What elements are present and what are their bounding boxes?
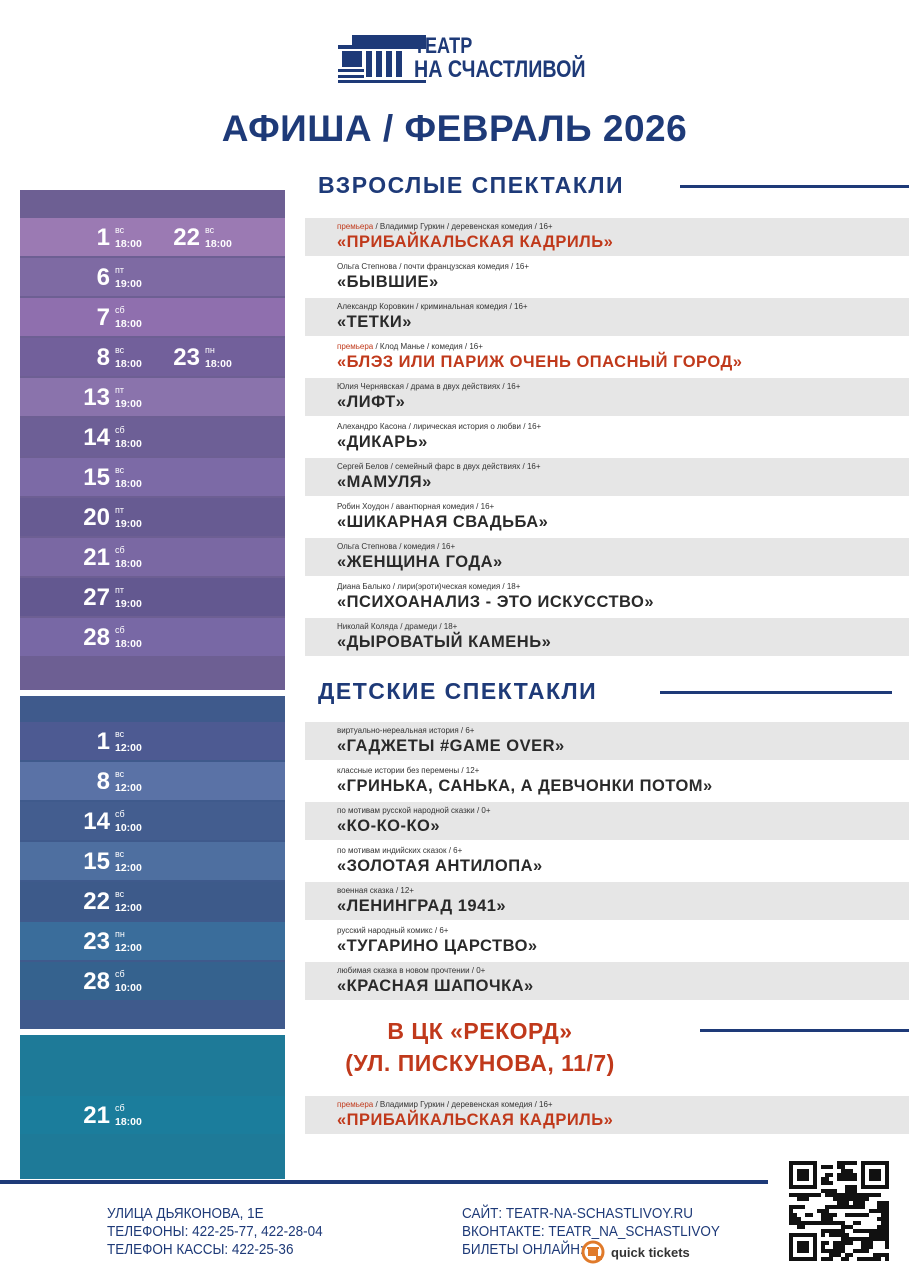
show-meta: премьера / Владимир Гуркин / деревенская комедия / 16+ [337,222,553,231]
record-venue-name: В ЦК «РЕКОРД» [387,1018,573,1044]
date-cell [20,762,285,800]
theatre-logo [338,33,586,87]
show-meta [337,806,491,815]
adult-show-row [20,378,909,416]
weekday: вс [115,769,125,779]
show-title[interactable]: «БЫВШИЕ» [337,273,439,291]
show-time: 18:00 [115,558,142,570]
kids-show-row [20,962,909,1000]
date-number: 1 [96,728,110,755]
show-meta [337,382,520,391]
show-time: 18:00 [115,358,142,370]
show-meta [337,766,479,775]
date-number: 8 [96,768,110,795]
weekday: вс [115,345,125,355]
footer-tickets-label: БИЛЕТЫ ОНЛАЙН: [462,1241,584,1258]
show-time: 18:00 [115,238,142,250]
date-number: 14 [83,808,110,835]
show-title[interactable]: «ЛЕНИНГРАД 1941» [337,897,507,915]
weekday: пт [115,505,124,515]
show-meta [337,726,474,735]
record-venue-heading [285,1015,675,1079]
show-title[interactable]: «ТУГАРИНО ЦАРСТВО» [337,937,538,955]
show-time: 12:00 [115,942,142,954]
show-title[interactable]: «БЛЭЗ ИЛИ ПАРИЖ ОЧЕНЬ ОПАСНЫЙ ГОРОД» [337,353,743,371]
record-show-row [20,1096,909,1134]
date-number: 23 [173,344,200,371]
date-number: 7 [96,304,110,331]
logo-line-2: НА СЧАСТЛИВОЙ [414,56,586,83]
date-cell [20,538,285,576]
premiere-label: премьера [337,1100,374,1109]
show-author-genre: Александр Коровкин / криминальная комедия / 16+ [337,302,528,311]
weekday: вс [205,225,215,235]
show-meta [337,462,541,471]
adult-heading-rule [680,185,909,188]
show-author-genre: по мотивам русской народной сказки / 0+ [337,806,491,815]
show-author-genre: Юлия Чернявская / драма в двух действиях / 16+ [337,382,521,391]
show-time: 18:00 [115,1116,142,1128]
kids-section-heading: ДЕТСКИЕ СПЕКТАКЛИ [318,678,598,704]
kids-show-row [20,842,909,880]
kids-show-row [20,802,909,840]
show-title[interactable]: «МАМУЛЯ» [337,473,432,491]
show-author-genre: Робин Хоудон / авантюрная комедия / 16+ [337,502,495,511]
show-title[interactable]: «КО-КО-КО» [337,817,441,835]
show-meta [337,302,528,311]
show-author-genre: Диана Балыко / лири(эроти)ческая комедия / 18+ [337,582,521,591]
show-title[interactable]: «КРАСНАЯ ШАПОЧКА» [337,977,534,995]
show-author-genre: Алехандро Касона / лирическая история о любви / 16+ [337,422,542,431]
show-time: 19:00 [115,518,142,530]
show-title[interactable]: «ТЕТКИ» [337,313,412,331]
adult-show-row [20,218,909,256]
date-cell [20,882,285,920]
footer-site[interactable]: САЙТ: TEATR-NA-SCHASTLIVOY.RU [462,1205,693,1222]
show-info [305,298,909,336]
footer-rule [0,1180,768,1184]
show-meta [337,966,485,975]
show-info [305,962,909,1000]
show-title[interactable]: «ДЫРОВАТЫЙ КАМЕНЬ» [337,633,552,651]
adult-show-row [20,618,909,656]
adult-show-row [20,458,909,496]
show-info [305,338,909,376]
show-author-genre: Владимир Гуркин / деревенская комедия / 16+ [379,222,553,231]
date-cell [20,962,285,1000]
adult-show-row [20,338,909,376]
show-info [305,458,909,496]
page-title: АФИША / ФЕВРАЛЬ 2026 [221,108,688,149]
date-cell [20,922,285,960]
show-meta [337,886,414,895]
record-heading-rule [700,1029,909,1032]
date-number: 15 [83,464,110,491]
show-info [305,842,909,880]
show-author-genre: по мотивам индийских сказок / 6+ [337,846,463,855]
show-meta [337,622,457,631]
show-info [305,722,909,760]
kids-show-row [20,922,909,960]
weekday: вс [115,465,125,475]
adult-show-row [20,498,909,536]
show-time: 19:00 [115,598,142,610]
show-time: 10:00 [115,822,142,834]
show-info [305,762,909,800]
show-author-genre: классные истории без перемены / 12+ [337,766,480,775]
show-meta [337,926,448,935]
date-number: 27 [83,584,110,611]
date-number: 20 [83,504,110,531]
show-author-genre: Владимир Гуркин / деревенская комедия / 16+ [379,1100,553,1109]
show-info [305,258,909,296]
show-time: 18:00 [115,318,142,330]
date-cell [20,258,285,296]
show-meta [337,542,455,551]
show-meta [337,502,494,511]
kids-show-row [20,882,909,920]
show-author-genre: русский народный комикс / 6+ [337,926,449,935]
show-title[interactable]: «ЛИФТ» [337,393,406,411]
date-number: 6 [96,264,110,291]
show-info [305,578,909,616]
weekday: пт [115,585,124,595]
weekday: пт [115,385,124,395]
weekday: вс [115,889,125,899]
show-meta [337,582,520,591]
show-info [305,618,909,656]
adult-show-row [20,578,909,616]
date-number: 1 [96,224,110,251]
date-cell [20,722,285,760]
show-time: 10:00 [115,982,142,994]
show-time: 12:00 [115,782,142,794]
record-venue-address: (УЛ. ПИСКУНОВА, 11/7) [345,1050,615,1076]
weekday: сб [115,305,125,315]
logo-line-1: ТЕАТР [414,33,473,58]
show-info [305,218,909,256]
weekday: пн [205,345,215,355]
show-author-genre: Клод Манье / комедия / 16+ [379,342,483,351]
show-time: 19:00 [115,398,142,410]
adult-show-row [20,298,909,336]
date-cell [20,578,285,616]
show-author-genre: Николай Коляда / драмеди / 18+ [337,622,458,631]
date-cell [20,338,285,376]
show-time: 19:00 [115,278,142,290]
show-title[interactable]: «ДИКАРЬ» [337,433,428,451]
show-time: 12:00 [115,742,142,754]
date-number: 8 [96,344,110,371]
footer-vk[interactable]: ВКОНТАКТЕ: TEATR_NA_SCHASTLIVOY [462,1223,720,1240]
date-cell [20,498,285,536]
quick-tickets-icon [581,1240,605,1264]
weekday: сб [115,545,125,555]
show-meta [337,422,541,431]
show-author-genre: Сергей Белов / семейный фарс в двух действиях / 16+ [337,462,541,471]
show-meta: премьера / Клод Манье / комедия / 16+ [337,342,483,351]
date-cell [20,298,285,336]
weekday: вс [115,729,125,739]
weekday: сб [115,1103,125,1113]
adult-section-heading: ВЗРОСЛЫЕ СПЕКТАКЛИ [318,172,625,198]
adult-show-row [20,258,909,296]
date-number: 22 [83,888,110,915]
show-info [305,1096,909,1134]
show-meta [337,846,462,855]
theatre-building-icon [338,35,426,83]
date-number: 28 [83,968,110,995]
weekday: сб [115,809,125,819]
qr-code-icon[interactable] [789,1161,889,1261]
show-title[interactable]: «ГАДЖЕТЫ #GAME OVER» [337,737,565,755]
show-info [305,882,909,920]
show-author-genre: Ольга Степнова / почти французская комедия / 16+ [337,262,530,271]
weekday: сб [115,969,125,979]
show-title[interactable]: «ПРИБАЙКАЛЬСКАЯ КАДРИЛЬ» [337,1111,614,1129]
adult-show-row [20,538,909,576]
show-author-genre: любимая сказка в новом прочтении / 0+ [337,966,486,975]
show-info [305,802,909,840]
weekday: сб [115,625,125,635]
show-title[interactable]: «ПРИБАЙКАЛЬСКАЯ КАДРИЛЬ» [337,233,614,251]
show-info [305,378,909,416]
date-cell [20,418,285,456]
show-author-genre: Ольга Степнова / комедия / 16+ [337,542,456,551]
show-time: 12:00 [115,862,142,874]
date-cell [20,218,285,256]
adult-show-row [20,418,909,456]
show-meta: премьера / Владимир Гуркин / деревенская комедия / 16+ [337,1100,553,1109]
premiere-label: премьера [337,342,374,351]
quick-tickets-brand[interactable]: quick tickets [611,1245,690,1260]
show-title[interactable]: «ПСИХОАНАЛИЗ - ЭТО ИСКУССТВО» [337,593,655,611]
weekday: вс [115,225,125,235]
show-time: 18:00 [205,358,232,370]
show-title[interactable]: «ЗОЛОТАЯ АНТИЛОПА» [337,857,543,875]
show-info [305,498,909,536]
date-number: 23 [83,928,110,955]
weekday: сб [115,425,125,435]
premiere-label: премьера [337,222,374,231]
show-title[interactable]: «ШИКАРНАЯ СВАДЬБА» [337,513,549,531]
kids-show-row [20,762,909,800]
footer-address: УЛИЦА ДЬЯКОНОВА, 1Е [107,1205,264,1222]
show-time: 18:00 [205,238,232,250]
date-cell [20,378,285,416]
show-author-genre: виртуально-нереальная история / 6+ [337,726,475,735]
weekday: вс [115,849,125,859]
show-meta [337,262,529,271]
show-time: 12:00 [115,902,142,914]
date-number: 21 [83,544,110,571]
footer-phones: ТЕЛЕФОНЫ: 422-25-77, 422-28-04 [107,1223,323,1240]
kids-show-row [20,722,909,760]
date-cell [20,618,285,656]
date-cell [20,802,285,840]
show-info [305,922,909,960]
show-time: 18:00 [115,478,142,490]
date-number: 21 [83,1102,110,1129]
weekday: пт [115,265,124,275]
show-title[interactable]: «ЖЕНЩИНА ГОДА» [337,553,503,571]
show-time: 18:00 [115,638,142,650]
show-title[interactable]: «ГРИНЬКА, САНЬКА, А ДЕВЧОНКИ ПОТОМ» [337,777,713,795]
show-time: 18:00 [115,438,142,450]
date-cell [20,842,285,880]
kids-heading-rule [660,691,892,694]
show-info [305,418,909,456]
show-info [305,538,909,576]
date-number: 13 [83,384,110,411]
date-number: 22 [173,224,200,251]
weekday: пн [115,929,125,939]
date-number: 15 [83,848,110,875]
date-number: 14 [83,424,110,451]
footer-box-office: ТЕЛЕФОН КАССЫ: 422-25-36 [107,1241,294,1258]
show-author-genre: военная сказка / 12+ [337,886,414,895]
date-number: 28 [83,624,110,651]
date-cell [20,1096,285,1134]
date-cell [20,458,285,496]
